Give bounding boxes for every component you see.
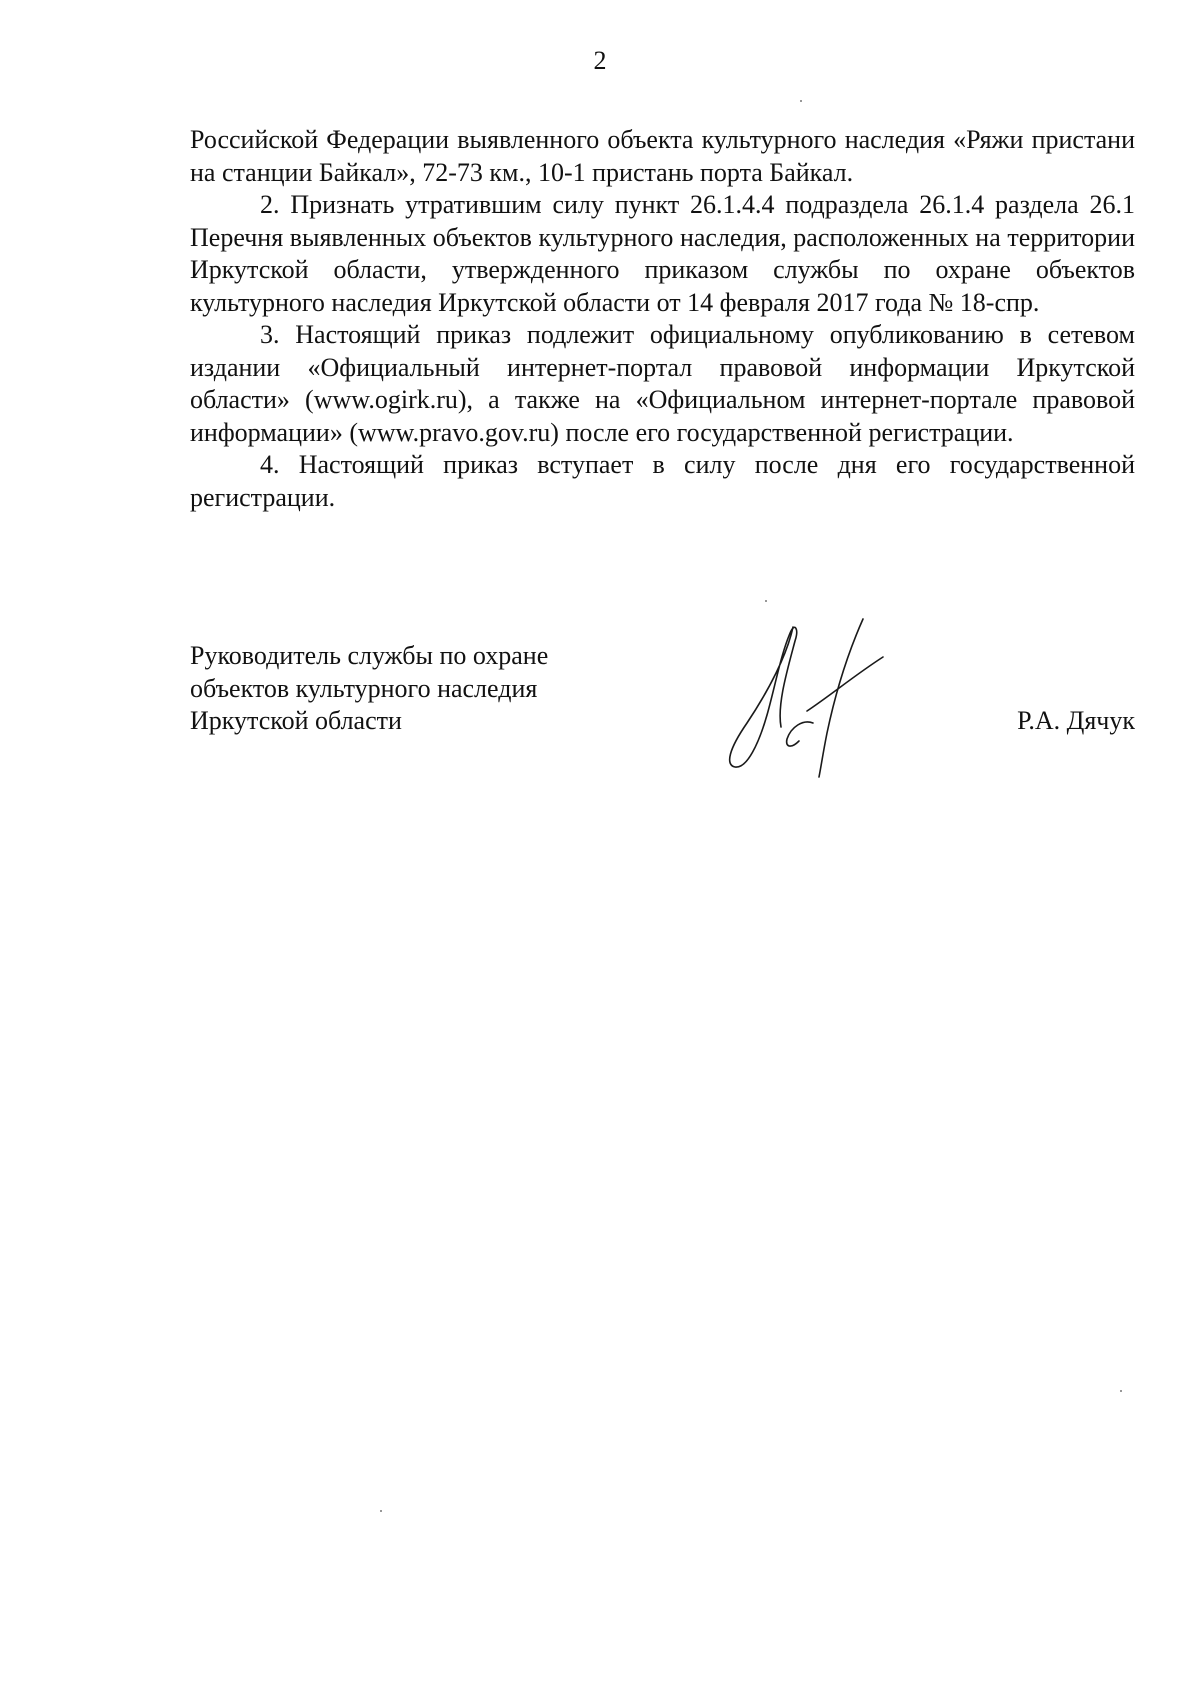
scan-speck (800, 100, 802, 102)
signatory-position-line: Руководитель службы по охране (190, 641, 549, 670)
scan-speck (1120, 1390, 1122, 1392)
paragraph-item-4: 4. Настоящий приказ вступает в силу после дня его государственной регистрации. (190, 450, 1135, 512)
signatory-position (190, 640, 548, 738)
paragraph-item-2: 2. Признать утратившим силу пункт 26.1.4.4 подраздела 26.1.4 раздела 26.1 Перечня выявленных объектов культурного наследия, расположенных на территории Иркутской области, утвержденного приказом службы по охране объектов культурного наследия Иркутской области от 14 февраля 2017 года № 18-спр. (190, 190, 1135, 317)
paragraph-continuation: Российской Федерации выявленного объекта культурного наследия «Ряжи пристани на станции Байкал», 72-73 км., 10-1 пристань порта Байкал. (190, 125, 1135, 187)
scan-speck (765, 600, 767, 602)
signatory-position-line: объектов культурного наследия (190, 673, 538, 703)
scan-speck (380, 1510, 382, 1512)
document-body (190, 124, 1135, 514)
handwritten-signature (695, 615, 895, 790)
paragraph-item-3: 3. Настоящий приказ подлежит официальному опубликованию в сетевом издании «Официальный интернет-портал правовой информации Иркутской области» (www.ogirk.ru), а также на «Официальном интернет-портале правовой информации» (www.pravo.gov.ru) после его государственной регистрации. (190, 320, 1135, 447)
signatory-name: Р.А. Дячук (1017, 706, 1135, 735)
page-number: 2 (593, 46, 607, 75)
signatory-position-line: Иркутской области (190, 706, 402, 735)
signature-block (190, 640, 1135, 780)
